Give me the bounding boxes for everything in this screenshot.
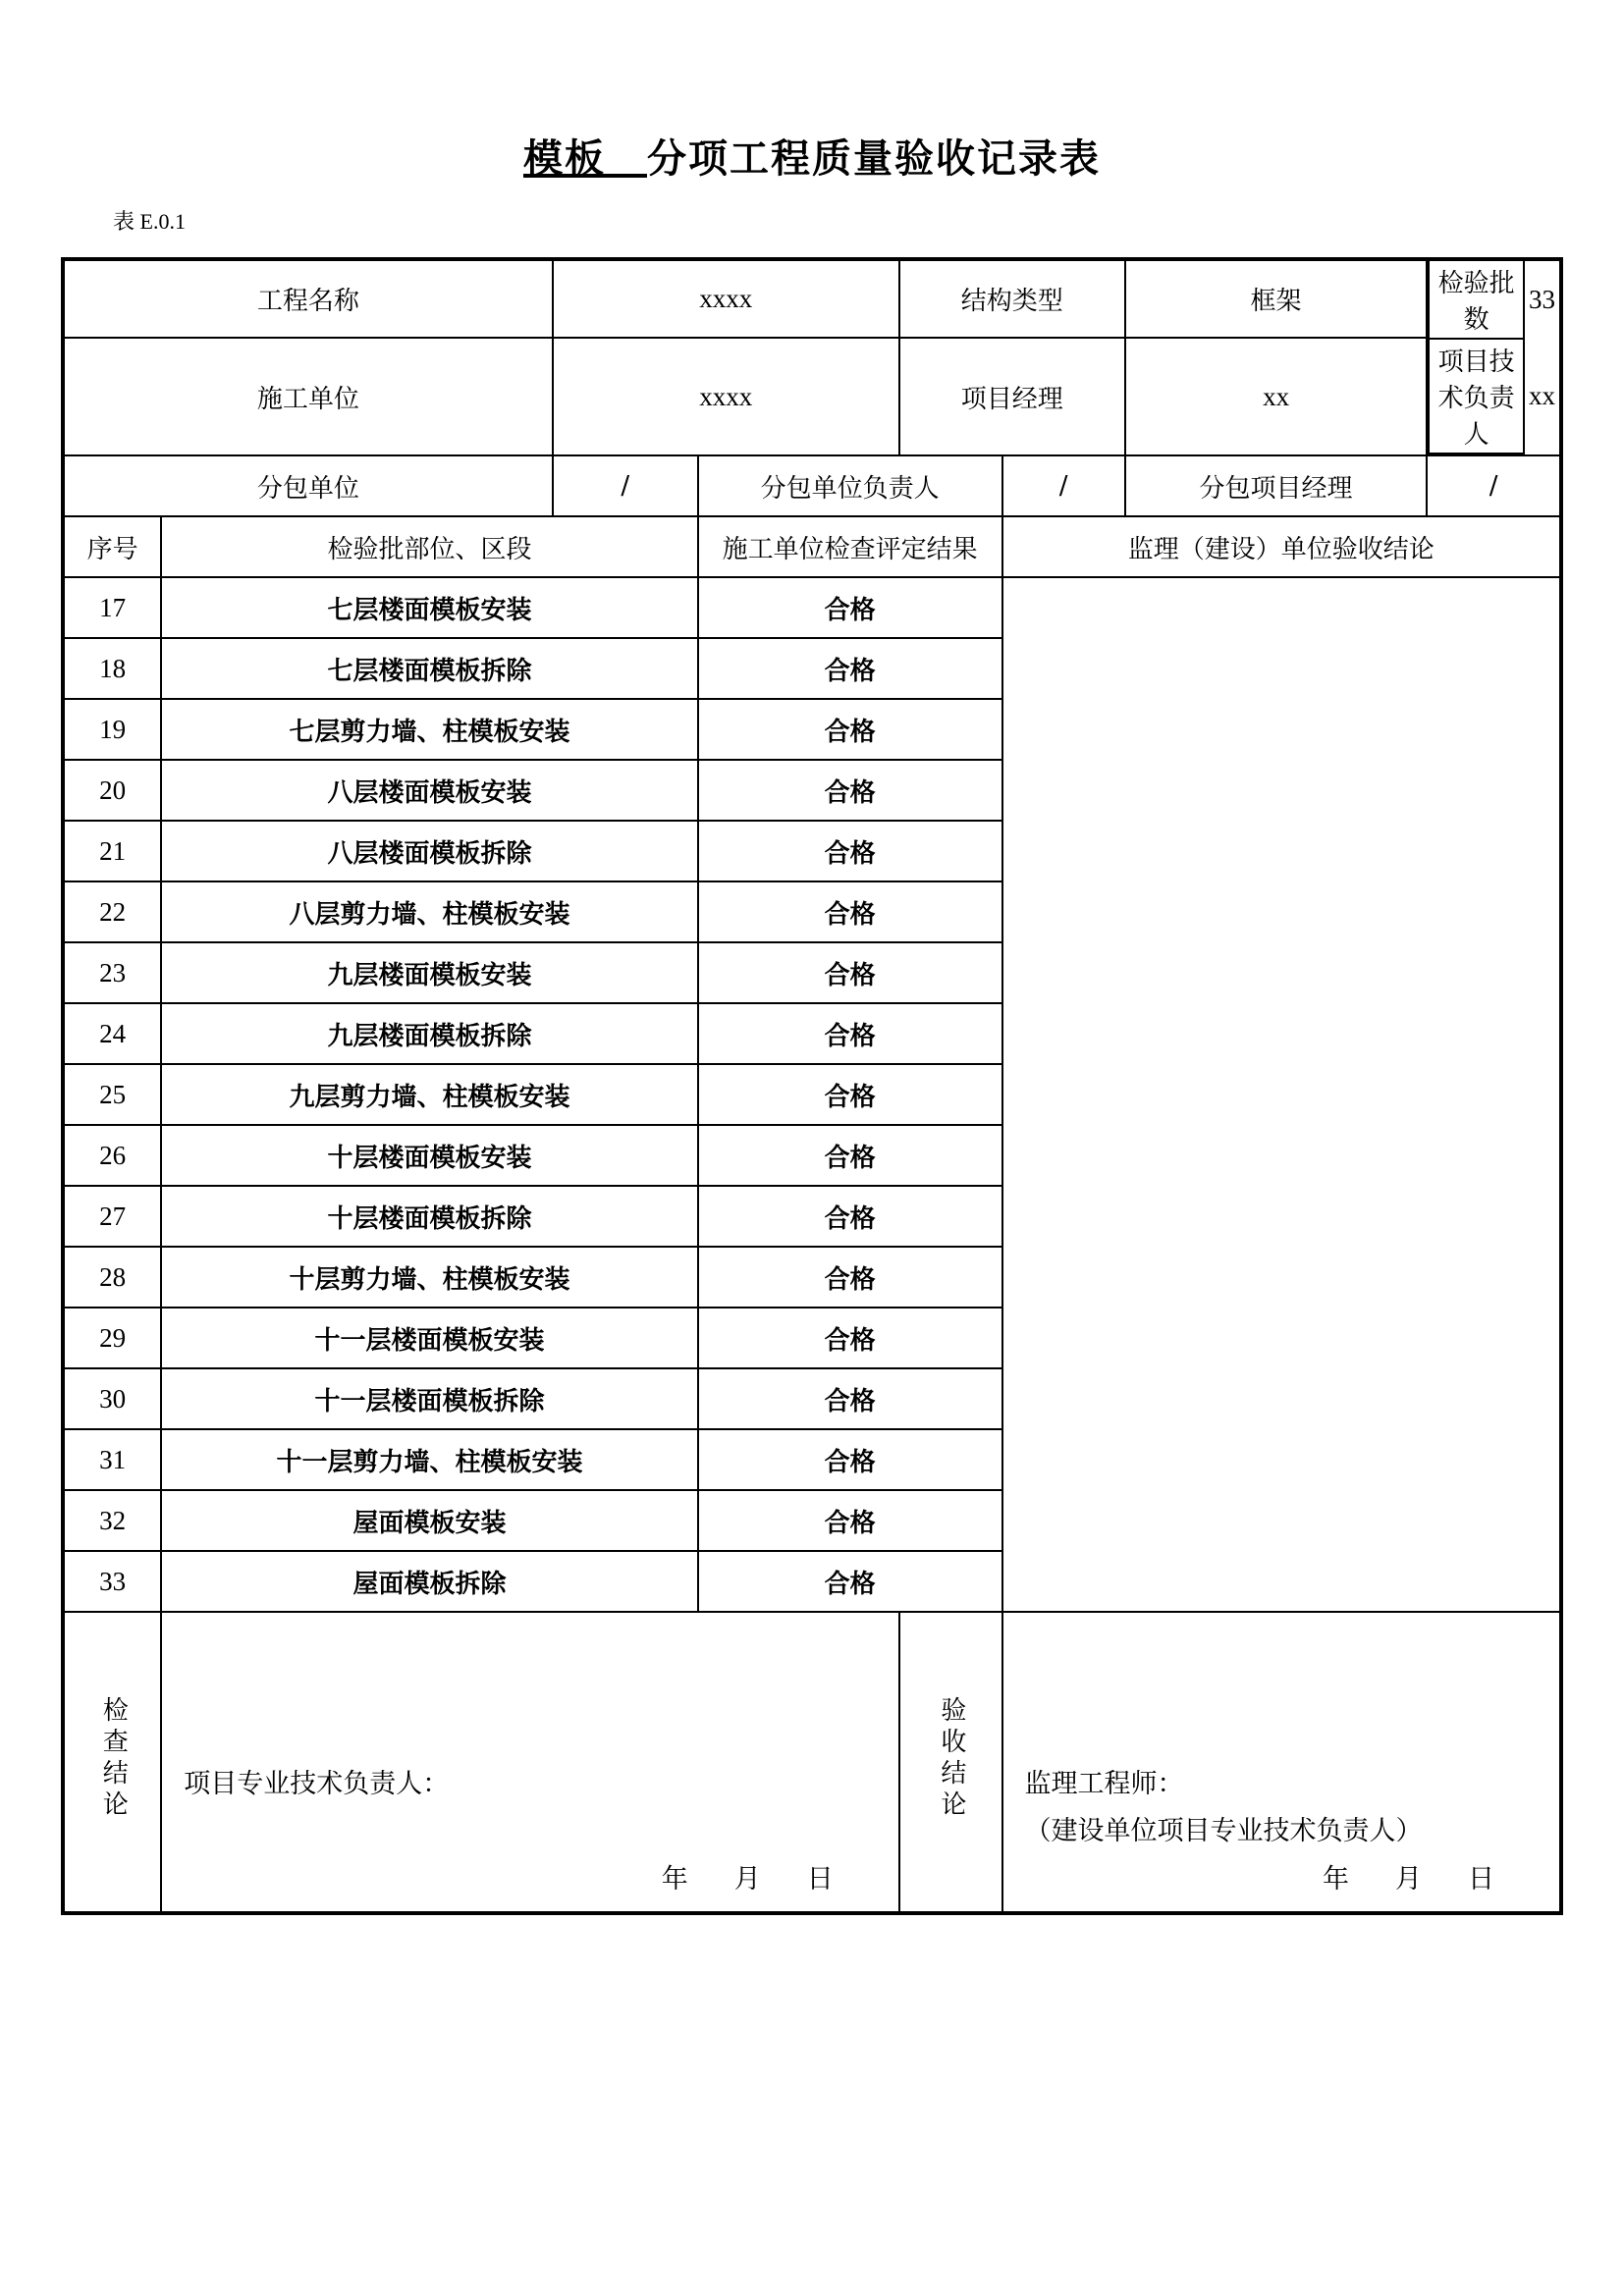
acceptance-conclusion-label-cell — [899, 1612, 1002, 1913]
acceptance-conclusion-line1: 监理工程师： — [1024, 1769, 1184, 1799]
row-part: 八层楼面模板拆除 — [161, 821, 698, 881]
header-row-subcontract — [63, 455, 1561, 516]
row-no: 26 — [63, 1125, 161, 1186]
row-result: 合格 — [698, 1429, 1002, 1490]
tech-lead-label: 项目技术负责人 — [1429, 339, 1524, 454]
sub-leader-label: 分包单位负责人 — [698, 455, 1002, 516]
row-result: 合格 — [698, 1186, 1002, 1247]
row-result: 合格 — [698, 1551, 1002, 1612]
row-no: 22 — [63, 881, 161, 942]
batch-count-value: 33 — [1529, 284, 1555, 314]
row-part: 屋面模板拆除 — [161, 1551, 698, 1612]
construction-unit-label: 施工单位 — [63, 338, 553, 455]
row-part: 八层剪力墙、柱模板安装 — [161, 881, 698, 942]
row-no: 17 — [63, 577, 161, 638]
batch-count-wrap — [1427, 259, 1561, 338]
sub-leader-value: / — [1002, 455, 1125, 516]
row-result: 合格 — [698, 1247, 1002, 1308]
supervision-conclusion-cell[interactable] — [1002, 577, 1561, 1612]
page-title-rest: 分项工程质量验收记录表 — [647, 136, 1101, 182]
row-no: 32 — [63, 1490, 161, 1551]
acceptance-record-table — [61, 257, 1563, 1915]
sub-manager-value: / — [1427, 455, 1561, 516]
tech-lead-wrap — [1427, 338, 1561, 455]
check-conclusion-label: 检查结论 — [98, 1695, 129, 1822]
col-header-result: 施工单位检查评定结果 — [698, 516, 1002, 577]
batch-count-label: 检验批数 — [1429, 261, 1524, 338]
row-result: 合格 — [698, 1308, 1002, 1368]
header-row-construction — [63, 338, 1561, 455]
row-part: 十层剪力墙、柱模板安装 — [161, 1247, 698, 1308]
row-part: 十层楼面模板拆除 — [161, 1186, 698, 1247]
structure-type-label: 结构类型 — [899, 259, 1125, 338]
row-result: 合格 — [698, 881, 1002, 942]
row-part: 七层楼面模板拆除 — [161, 638, 698, 699]
acceptance-conclusion-label: 验收结论 — [936, 1695, 966, 1822]
conclusion-row — [63, 1612, 1561, 1913]
check-conclusion-body[interactable] — [161, 1612, 899, 1913]
row-result: 合格 — [698, 1368, 1002, 1429]
acceptance-conclusion-date: 年 月 日 — [1323, 1864, 1504, 1895]
row-no: 30 — [63, 1368, 161, 1429]
project-name-label: 工程名称 — [63, 259, 553, 338]
check-conclusion-date: 年 月 日 — [661, 1864, 843, 1895]
row-result: 合格 — [698, 760, 1002, 821]
row-no: 29 — [63, 1308, 161, 1368]
row-part: 七层楼面模板安装 — [161, 577, 698, 638]
row-no: 27 — [63, 1186, 161, 1247]
subcontractor-value: / — [553, 455, 698, 516]
subcontractor-label: 分包单位 — [63, 455, 553, 516]
row-part: 九层楼面模板安装 — [161, 942, 698, 1003]
construction-unit-value: xxxx — [553, 338, 899, 455]
row-part: 十一层剪力墙、柱模板安装 — [161, 1429, 698, 1490]
row-no: 20 — [63, 760, 161, 821]
row-result: 合格 — [698, 1064, 1002, 1125]
row-no: 24 — [63, 1003, 161, 1064]
row-no: 33 — [63, 1551, 161, 1612]
check-conclusion-line1: 项目专业技术负责人： — [184, 1769, 450, 1799]
col-header-supervision: 监理（建设）单位验收结论 — [1002, 516, 1561, 577]
acceptance-conclusion-line2: （建设单位项目专业技术负责人） — [1024, 1816, 1423, 1846]
row-part: 八层楼面模板安装 — [161, 760, 698, 821]
check-conclusion-label-cell — [63, 1612, 161, 1913]
row-no: 18 — [63, 638, 161, 699]
row-part: 九层剪力墙、柱模板安装 — [161, 1064, 698, 1125]
row-no: 25 — [63, 1064, 161, 1125]
row-result: 合格 — [698, 821, 1002, 881]
col-header-part: 检验批部位、区段 — [161, 516, 698, 577]
row-no: 21 — [63, 821, 161, 881]
project-name-value: xxxx — [553, 259, 899, 338]
row-no: 19 — [63, 699, 161, 760]
row-result: 合格 — [698, 638, 1002, 699]
row-part: 十层楼面模板安装 — [161, 1125, 698, 1186]
row-result: 合格 — [698, 942, 1002, 1003]
col-header-no: 序号 — [63, 516, 161, 577]
sub-manager-label: 分包项目经理 — [1125, 455, 1427, 516]
row-result: 合格 — [698, 577, 1002, 638]
table-column-header-row — [63, 516, 1561, 577]
table-row — [63, 577, 1561, 638]
header-row-project — [63, 259, 1561, 338]
row-no: 28 — [63, 1247, 161, 1308]
row-result: 合格 — [698, 699, 1002, 760]
row-no: 31 — [63, 1429, 161, 1490]
page-title — [0, 128, 1624, 184]
project-manager-label: 项目经理 — [899, 338, 1125, 455]
project-manager-value: xx — [1125, 338, 1427, 455]
row-part: 十一层楼面模板拆除 — [161, 1368, 698, 1429]
row-part: 十一层楼面模板安装 — [161, 1308, 698, 1368]
structure-type-value: 框架 — [1125, 259, 1427, 338]
row-no: 23 — [63, 942, 161, 1003]
tech-lead-value: xx — [1529, 381, 1555, 410]
acceptance-conclusion-body[interactable] — [1002, 1612, 1561, 1913]
row-part: 九层楼面模板拆除 — [161, 1003, 698, 1064]
row-result: 合格 — [698, 1003, 1002, 1064]
row-part: 七层剪力墙、柱模板安装 — [161, 699, 698, 760]
page-title-prefix: 模板 — [523, 136, 606, 182]
row-part: 屋面模板安装 — [161, 1490, 698, 1551]
row-result: 合格 — [698, 1490, 1002, 1551]
form-code: 表 E.0.1 — [113, 209, 186, 234]
row-result: 合格 — [698, 1125, 1002, 1186]
